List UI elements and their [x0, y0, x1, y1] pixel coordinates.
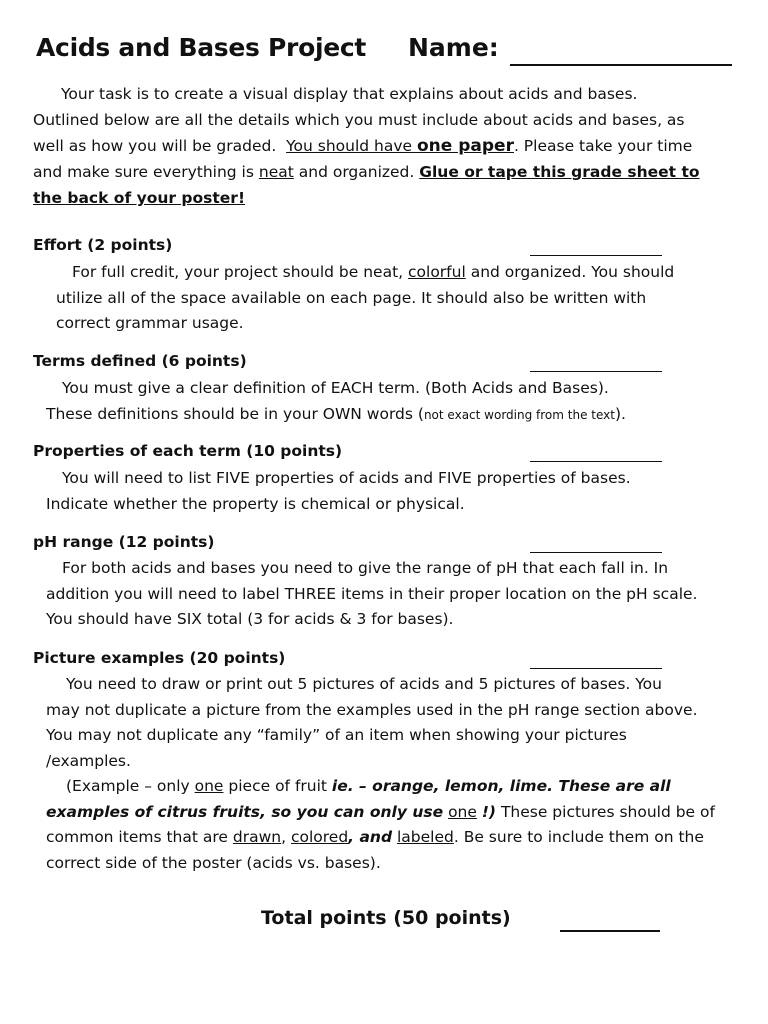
effort-score-blank [530, 255, 662, 256]
pictures-line [46, 825, 756, 851]
intro-line-3 [33, 133, 743, 159]
total-score-blank [560, 930, 660, 932]
properties-text: Indicate whether the property is chemical or physical. [46, 494, 465, 513]
intro-line-4 [33, 159, 743, 185]
intro-underlined: You should have [286, 137, 413, 155]
effort-line [56, 260, 756, 286]
effort-line [56, 311, 756, 337]
page-title: Acids and Bases Project [36, 33, 367, 62]
ph-text: You should have SIX total (3 for acids & 3 for bases). [46, 610, 454, 628]
intro-text: and make sure everything is [33, 163, 254, 181]
properties-heading: Properties of each term (10 points) [33, 442, 343, 460]
glue-instruction: Glue or tape this grade sheet to [419, 163, 700, 181]
ph-text: For both acids and bases you need to give the range of pH that each fall in. In [62, 559, 669, 577]
intro-text: and organized. [298, 163, 415, 181]
one-underlined: one [194, 777, 224, 795]
terms-small-note: not exact wording from the text [423, 407, 615, 422]
pictures-text: /examples. [46, 751, 131, 770]
terms-text: You must give a clear definition of EACH term. (Both Acids and Bases). [62, 379, 609, 397]
pictures-text: (Example – only [66, 777, 190, 795]
pictures-text: piece of fruit [228, 777, 327, 795]
intro-text: well as how you will be graded. [33, 137, 277, 155]
intro-text: Outlined below are all the details which you must include about acids and bases, as [33, 111, 685, 129]
citrus-example-text: examples of citrus fruits, so you can only use [46, 802, 444, 821]
ph-line [46, 582, 756, 608]
properties-text: You will need to list FIVE properties of acids and FIVE properties of bases. [62, 469, 631, 487]
intro-line-2 [33, 107, 743, 133]
pictures-text: , [281, 828, 287, 846]
pictures-heading: Picture examples (20 points) [33, 649, 286, 667]
colorful-underlined: colorful [408, 263, 466, 281]
labeled-underlined: labeled [396, 828, 454, 846]
total-points-label: Total points (50 points) [261, 907, 511, 929]
colored-underlined: colored [290, 828, 349, 846]
pictures-text: You may not duplicate any “family” of an item when showing your pictures [46, 726, 627, 744]
terms-heading: Terms defined (6 points) [33, 352, 247, 370]
pictures-text: common items that are [46, 828, 228, 846]
citrus-example-text: !) [481, 802, 496, 821]
pictures-line [46, 800, 756, 826]
drawn-underlined: drawn [232, 828, 282, 846]
intro-paragraph [33, 81, 743, 211]
pictures-line [46, 851, 756, 877]
intro-text: Your task is to create a visual display that explains about acids and bases. [61, 85, 638, 103]
effort-line [56, 286, 756, 312]
terms-body [46, 376, 756, 428]
effort-body [56, 260, 756, 337]
terms-text: These definitions should be in your OWN words ( [46, 404, 424, 423]
name-blank-line [510, 64, 732, 66]
effort-text: For full credit, your project should be neat, [72, 263, 404, 281]
intro-text: . Please take your time [513, 137, 693, 155]
name-label: Name: [408, 33, 499, 62]
and-italic: , and [348, 828, 393, 846]
properties-score-blank [530, 461, 662, 462]
properties-line [46, 466, 756, 492]
pictures-body [46, 672, 756, 876]
pictures-line [46, 774, 756, 800]
terms-score-blank [530, 371, 662, 372]
pictures-text: correct side of the poster (acids vs. bases). [46, 853, 381, 872]
effort-text: utilize all of the space available on each page. It should also be written with [56, 288, 647, 307]
pictures-line [46, 723, 756, 749]
glue-instruction: the back of your poster! [33, 189, 246, 207]
pictures-text: These pictures should be of [500, 802, 715, 821]
ph-text: addition you will need to label THREE items in their proper location on the pH scale. [46, 584, 698, 603]
pictures-line [46, 672, 756, 698]
pictures-text: You need to draw or print out 5 pictures of acids and 5 pictures of bases. You [66, 675, 662, 693]
pictures-line [46, 698, 756, 724]
pictures-line [46, 749, 756, 775]
effort-heading: Effort (2 points) [33, 236, 173, 254]
one-underlined: one [448, 802, 477, 821]
citrus-example-text: ie. – orange, lemon, lime. These are all [331, 777, 671, 795]
neat-underlined: neat [258, 163, 294, 181]
pictures-text: may not duplicate a picture from the examples used in the pH range section above. [46, 700, 698, 719]
properties-line [46, 492, 756, 518]
terms-line [46, 402, 756, 429]
ph-body [46, 556, 756, 633]
intro-line-5 [33, 185, 743, 211]
ph-score-blank [530, 552, 662, 553]
pictures-score-blank [530, 668, 662, 669]
properties-body [46, 466, 756, 517]
one-paper-emphasis: one paper [417, 136, 514, 156]
pictures-text: . Be sure to include them on the [453, 828, 704, 846]
ph-line [46, 556, 756, 582]
ph-line [46, 607, 756, 633]
terms-line [46, 376, 756, 402]
terms-text: ). [614, 404, 626, 423]
effort-text: correct grammar usage. [56, 314, 244, 332]
ph-heading: pH range (12 points) [33, 533, 215, 551]
intro-line-1 [33, 81, 743, 107]
effort-text: and organized. You should [470, 263, 675, 281]
